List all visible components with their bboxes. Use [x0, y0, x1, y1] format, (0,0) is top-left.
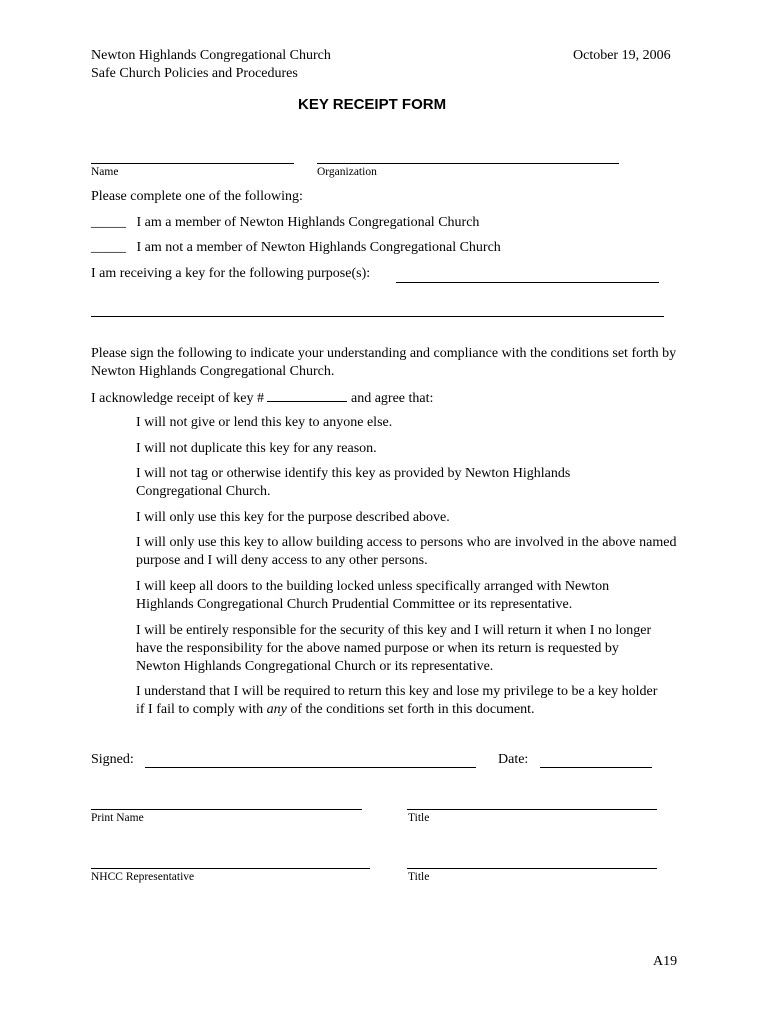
- header-date: October 19, 2006: [573, 48, 671, 63]
- member-blank[interactable]: _____: [91, 215, 126, 230]
- nonmember-option[interactable]: [91, 240, 501, 256]
- ack-suffix: and agree that:: [350, 391, 434, 406]
- condition-item: I will only use this key for the purpose described above.: [136, 510, 450, 525]
- organization-label: Organization: [317, 166, 377, 178]
- compliance-intro: Please sign the following to indicate your understanding and compliance with the conditions set forth by Newton Highlands Congregational Church.: [91, 346, 677, 379]
- condition-item: I will keep all doors to the building locked unless specifically arranged with Newton Highlands Congregational Church Prudential Committee or its representative.: [136, 579, 610, 612]
- condition-item: I will not tag or otherwise identify this key as provided by Newton Highlands Congregational Church.: [136, 466, 571, 499]
- nonmember-blank[interactable]: _____: [91, 240, 126, 255]
- ack-line: [91, 389, 433, 407]
- purpose-line-2[interactable]: [91, 316, 664, 317]
- key-number-field[interactable]: [267, 389, 347, 402]
- signature-line[interactable]: [145, 767, 476, 768]
- organization-line[interactable]: [317, 163, 619, 164]
- name-label: Name: [91, 166, 119, 178]
- rep-line[interactable]: [91, 868, 370, 869]
- name-line[interactable]: [91, 163, 294, 164]
- final-before: I understand that I will be required to return this key and lose my privilege to be a key holder if I fail to comply with: [136, 684, 658, 717]
- rep-title-label: Title: [408, 871, 430, 883]
- condition-item: I will not duplicate this key for any reason.: [136, 441, 377, 456]
- condition-item: I will only use this key to allow building access to persons who are involved in the above named purpose and I will deny access to any other persons.: [136, 535, 677, 568]
- date-line[interactable]: [540, 767, 652, 768]
- member-option-text: I am a member of Newton Highlands Congregational Church: [136, 215, 480, 230]
- header-subtitle: Safe Church Policies and Procedures: [91, 66, 298, 81]
- ack-prefix: I acknowledge receipt of key #: [91, 391, 264, 406]
- condition-final: [136, 683, 661, 719]
- page-code: A19: [653, 954, 678, 969]
- purpose-label: I am receiving a key for the following purpose(s):: [91, 266, 371, 281]
- purpose-line[interactable]: [396, 282, 659, 283]
- nonmember-option-text: I am not a member of Newton Highlands Congregational Church: [136, 240, 501, 255]
- title-line[interactable]: [407, 809, 657, 810]
- rep-title-line[interactable]: [407, 868, 657, 869]
- title-label: Title: [408, 812, 430, 824]
- final-after: of the conditions set forth in this document.: [290, 702, 535, 717]
- condition-item: I will not give or lend this key to anyone else.: [136, 415, 393, 430]
- membership-prompt: Please complete one of the following:: [91, 189, 303, 204]
- final-emphasis: any: [266, 702, 287, 717]
- header-org-name: Newton Highlands Congregational Church: [91, 48, 331, 63]
- condition-item: I will be entirely responsible for the security of this key and I will return it when I no longer have the responsibility for the above named purpose or when its return is requested by Newton Highlands Congregational Church or its representative.: [136, 623, 652, 674]
- print-name-label: Print Name: [91, 812, 144, 824]
- rep-label: NHCC Representative: [91, 871, 195, 883]
- member-option[interactable]: [91, 215, 479, 231]
- signed-label: Signed:: [91, 752, 134, 767]
- date-label: Date:: [498, 752, 529, 767]
- form-title: KEY RECEIPT FORM: [298, 96, 447, 113]
- print-name-line[interactable]: [91, 809, 362, 810]
